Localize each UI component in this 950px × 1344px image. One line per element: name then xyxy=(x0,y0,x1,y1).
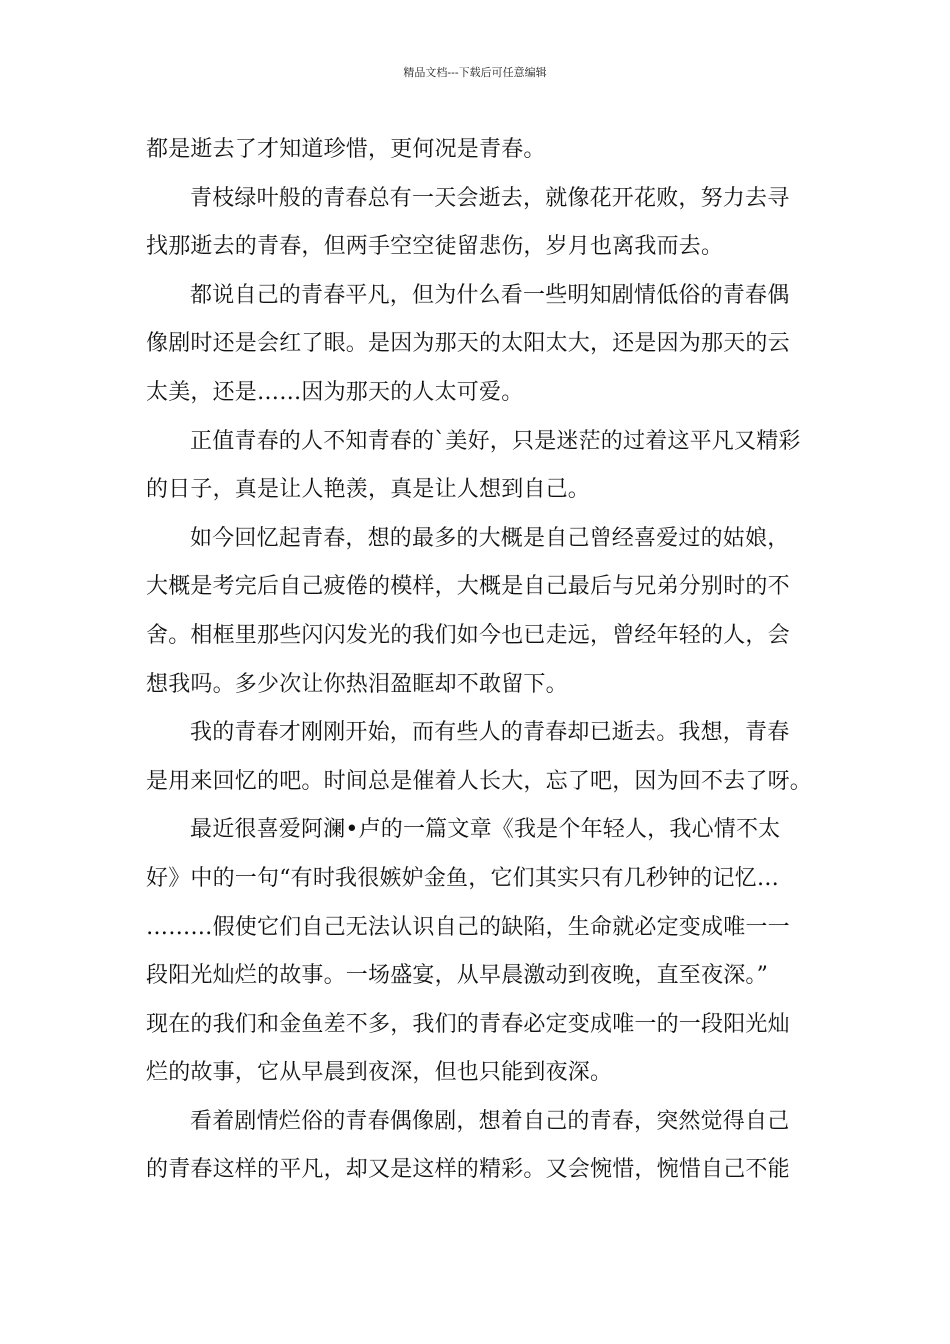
text-line: 正值青春的人不知青春的`美好，只是迷茫的过着这平凡又精彩 xyxy=(190,428,801,454)
page-header: 精品文档---下载后可任意编辑 xyxy=(403,66,547,79)
text-line: 段阳光灿烂的故事。一场盛宴，从早晨激动到夜晚，直至夜深。” xyxy=(146,963,769,989)
text-line: 太美，还是……因为那天的人太可爱。 xyxy=(146,379,524,405)
text-line: 我的青春才刚刚开始，而有些人的青春却已逝去。我想，青春 xyxy=(190,720,790,746)
text-line: 的青春这样的平凡，却又是这样的精彩。又会惋惜，惋惜自己不能 xyxy=(146,1157,790,1183)
text-line: 青枝绿叶般的青春总有一天会逝去，就像花开花败，努力去寻 xyxy=(190,185,790,211)
text-line: 最近很喜爱阿澜•卢的一篇文章《我是个年轻人，我心情不太 xyxy=(190,817,781,843)
text-line: 现在的我们和金鱼差不多，我们的青春必定变成唯一的一段阳光灿 xyxy=(146,1011,790,1037)
text-line: 大概是考完后自己疲倦的模样，大概是自己最后与兄弟分别时的不 xyxy=(146,574,790,600)
text-line: 好》中的一句“有时我很嫉妒金鱼，它们其实只有几秒钟的记忆… xyxy=(146,865,780,891)
text-line: 如今回忆起青春，想的最多的大概是自己曾经喜爱过的姑娘， xyxy=(190,525,790,551)
text-line: 舍。相框里那些闪闪发光的我们如今也已走远，曾经年轻的人，会 xyxy=(146,622,790,648)
text-line: 都是逝去了才知道珍惜，更何况是青春。 xyxy=(146,137,546,162)
document-body xyxy=(146,130,813,1199)
text-line: 像剧时还是会红了眼。是因为那天的太阳太大，还是因为那天的云 xyxy=(146,331,790,357)
text-line: 的日子，真是让人艳羡，真是让人想到自己。 xyxy=(146,477,591,503)
text-line: 看着剧情烂俗的青春偶像剧，想着自己的青春，突然觉得自己 xyxy=(190,1108,790,1134)
text-line: 找那逝去的青春，但两手空空徒留悲伤，岁月也离我而去。 xyxy=(146,234,724,260)
text-line: 烂的故事，它从早晨到夜深，但也只能到夜深。 xyxy=(146,1060,613,1086)
text-line: 是用来回忆的吧。时间总是催着人长大，忘了吧，因为回不去了呀。 xyxy=(146,768,813,794)
text-line: 都说自己的青春平凡，但为什么看一些明知剧情低俗的青春偶 xyxy=(190,282,790,308)
text-line: 想我吗。多少次让你热泪盈眶却不敢留下。 xyxy=(146,671,568,697)
text-line: ………假使它们自己无法认识自己的缺陷，生命就必定变成唯一一 xyxy=(146,914,790,940)
